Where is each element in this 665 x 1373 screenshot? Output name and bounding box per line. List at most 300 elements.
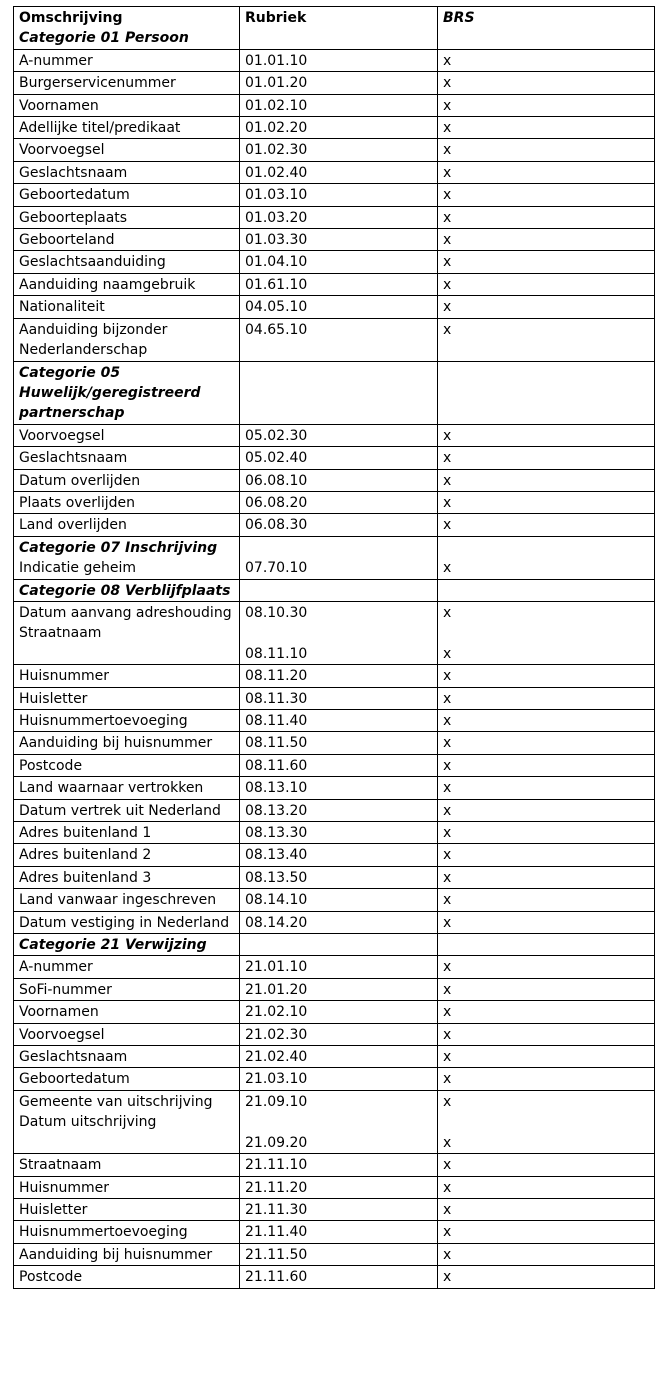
- rubriek-text: 08.13.20: [245, 802, 308, 819]
- rubriek-cell: [240, 72, 438, 94]
- omschrijving-text: Gemeente van uitschrijving: [19, 1093, 213, 1110]
- omschrijving-cell: [14, 1154, 240, 1176]
- rubriek-text: 21.01.10: [245, 959, 308, 976]
- brs-cell: [438, 1154, 655, 1176]
- brs-cell: [438, 579, 655, 601]
- brs-cell: [438, 777, 655, 799]
- omschrijving-text: Datum overlijden: [19, 472, 141, 489]
- rubriek-cell: [240, 491, 438, 513]
- rubriek-text: 01.01.10: [245, 52, 308, 69]
- table-row: [14, 1154, 655, 1176]
- brs-mark: x: [443, 1201, 452, 1218]
- omschrijving-cell: [14, 777, 240, 799]
- rubriek-cell: [240, 934, 438, 956]
- omschrijving-cell: [14, 601, 240, 664]
- brs-mark: x: [443, 494, 452, 511]
- brs-mark: x: [443, 560, 452, 577]
- rubriek-cell: [240, 251, 438, 273]
- brs-mark: x: [443, 75, 452, 92]
- omschrijving-text: Aanduiding naamgebruik: [19, 276, 196, 293]
- omschrijving-text: Land waarnaar vertrokken: [19, 780, 204, 797]
- omschrijving-cell: [14, 117, 240, 139]
- omschrijving-cell: [14, 491, 240, 513]
- header-brs-cell: [438, 7, 655, 50]
- brs-cell: [438, 1221, 655, 1243]
- brs-cell: [438, 911, 655, 933]
- rubriek-text: 01.02.10: [245, 97, 308, 114]
- table-row: [14, 94, 655, 116]
- brs-mark: x: [443, 52, 452, 69]
- omschrijving-cell: [14, 579, 240, 601]
- rubriek-cell: [240, 447, 438, 469]
- table-row: [14, 799, 655, 821]
- brs-mark: x: [443, 712, 452, 729]
- brs-mark: x: [443, 1093, 452, 1110]
- brs-cell: [438, 956, 655, 978]
- omschrijving-text: Geslachtsaanduiding: [19, 254, 166, 271]
- rubriek-text: 04.65.10: [245, 321, 308, 338]
- omschrijving-cell: [14, 911, 240, 933]
- omschrijving-cell: [14, 94, 240, 116]
- brs-cell: [438, 318, 655, 361]
- omschrijving-text: Voornamen: [19, 1004, 99, 1021]
- omschrijving-text: Indicatie geheim: [19, 560, 137, 577]
- omschrijving-text: Burgerservicenummer: [19, 75, 176, 92]
- brs-mark: x: [443, 142, 452, 159]
- rubriek-cell: [240, 665, 438, 687]
- rubriek-cell: [240, 601, 438, 664]
- brs-mark: x: [443, 981, 452, 998]
- omschrijving-cell: [14, 799, 240, 821]
- table-row: [14, 206, 655, 228]
- rubriek-cell: [240, 49, 438, 71]
- rubriek-text: 21.11.10: [245, 1157, 308, 1174]
- omschrijving-text: Land vanwaar ingeschreven: [19, 892, 217, 909]
- brs-mark: x: [443, 735, 452, 752]
- rubriek-text: 21.01.20: [245, 981, 308, 998]
- rubriek-text: 01.02.40: [245, 164, 308, 181]
- brs-cell: [438, 94, 655, 116]
- omschrijving-cell: [14, 1176, 240, 1198]
- table-row: [14, 229, 655, 251]
- brs-cell: [438, 889, 655, 911]
- rubriek-cell: [240, 709, 438, 731]
- rubriek-text: 08.11.40: [245, 712, 308, 729]
- rubriek-text: 01.03.20: [245, 209, 308, 226]
- table-row: [14, 72, 655, 94]
- brs-mark: x: [443, 232, 452, 249]
- brs-mark: x: [443, 450, 452, 467]
- table-row: [14, 49, 655, 71]
- brs-cell: [438, 1176, 655, 1198]
- brs-cell: [438, 709, 655, 731]
- omschrijving-cell: [14, 889, 240, 911]
- rubriek-text: 21.11.60: [245, 1269, 308, 1286]
- table-row: [14, 251, 655, 273]
- rubriek-text: 08.11.10: [245, 645, 308, 662]
- omschrijving-text: Datum uitschrijving: [19, 1114, 157, 1131]
- rubriek-cell: [240, 978, 438, 1000]
- brs-cell: [438, 732, 655, 754]
- omschrijving-cell: [14, 184, 240, 206]
- rubriek-cell: [240, 184, 438, 206]
- omschrijving-cell: [14, 934, 240, 956]
- rubriek-cell: [240, 889, 438, 911]
- rubriek-cell: [240, 229, 438, 251]
- table-row: [14, 161, 655, 183]
- omschrijving-text: Geslachtsnaam: [19, 450, 128, 467]
- rubriek-text: 08.14.10: [245, 892, 308, 909]
- omschrijving-text: Huisletter: [19, 1201, 88, 1218]
- rubriek-cell: [240, 687, 438, 709]
- rubriek-text: 21.11.50: [245, 1246, 308, 1263]
- rubriek-text: 06.08.10: [245, 472, 308, 489]
- table-body: [14, 49, 655, 1288]
- omschrijving-cell: [14, 732, 240, 754]
- omschrijving-cell: [14, 139, 240, 161]
- rubriek-text: 21.03.10: [245, 1071, 308, 1088]
- rubriek-text: 06.08.30: [245, 517, 308, 534]
- category-heading: Categorie 01 Persoon: [19, 30, 189, 47]
- brs-mark: x: [443, 276, 452, 293]
- rubriek-cell: [240, 318, 438, 361]
- omschrijving-cell: [14, 1001, 240, 1023]
- rubriek-text: 08.11.50: [245, 735, 308, 752]
- brs-mark: x: [443, 780, 452, 797]
- brs-cell: [438, 72, 655, 94]
- rubriek-cell: [240, 732, 438, 754]
- omschrijving-cell: [14, 514, 240, 536]
- rubriek-cell: [240, 777, 438, 799]
- rubriek-cell: [240, 1023, 438, 1045]
- rubriek-cell: [240, 94, 438, 116]
- omschrijving-cell: [14, 1046, 240, 1068]
- rubriek-text: 05.02.30: [245, 427, 308, 444]
- rubriek-text: 01.03.10: [245, 187, 308, 204]
- brs-cell: [438, 117, 655, 139]
- table-row: [14, 1221, 655, 1243]
- table-row: [14, 1176, 655, 1198]
- rubriek-cell: [240, 1001, 438, 1023]
- omschrijving-cell: [14, 251, 240, 273]
- brs-mark: x: [443, 164, 452, 181]
- rubriek-text: 07.70.10: [245, 560, 308, 577]
- rubriek-text: 21.02.30: [245, 1026, 308, 1043]
- header-rubriek: Rubriek: [245, 10, 307, 26]
- omschrijving-cell: [14, 72, 240, 94]
- omschrijving-text: Geboorteland: [19, 232, 115, 249]
- omschrijving-text: Huisnummer: [19, 668, 109, 685]
- rubriek-cell: [240, 1068, 438, 1090]
- brs-mark: x: [443, 254, 452, 271]
- table-row: [14, 469, 655, 491]
- omschrijving-text: A-nummer: [19, 52, 93, 69]
- rubriek-text: 08.14.20: [245, 914, 308, 931]
- brs-mark: x: [443, 690, 452, 707]
- omschrijving-cell: [14, 754, 240, 776]
- brs-cell: [438, 978, 655, 1000]
- rubriek-cell: [240, 469, 438, 491]
- omschrijving-text: Datum aanvang adreshouding: [19, 604, 232, 621]
- omschrijving-text: Huisnummer: [19, 1179, 109, 1196]
- rubriek-cell: [240, 514, 438, 536]
- omschrijving-cell: [14, 447, 240, 469]
- brs-mark: x: [443, 472, 452, 489]
- rubriek-text: 01.04.10: [245, 254, 308, 271]
- brs-cell: [438, 1023, 655, 1045]
- brs-mark: x: [443, 869, 452, 886]
- table-row: [14, 117, 655, 139]
- brs-cell: [438, 799, 655, 821]
- brs-cell: [438, 536, 655, 579]
- rubriek-cell: [240, 1046, 438, 1068]
- omschrijving-text: Geboortedatum: [19, 1071, 130, 1088]
- rubriek-text: 01.02.30: [245, 142, 308, 159]
- omschrijving-text: Postcode: [19, 757, 83, 774]
- rubrieken-table: [13, 6, 655, 1289]
- brs-cell: [438, 601, 655, 664]
- omschrijving-text: Geboorteplaats: [19, 209, 128, 226]
- category-row: [14, 361, 655, 424]
- rubriek-text: 08.11.30: [245, 690, 308, 707]
- brs-mark: x: [443, 825, 452, 842]
- omschrijving-text: Land overlijden: [19, 517, 127, 534]
- brs-cell: [438, 251, 655, 273]
- category-row: [14, 579, 655, 601]
- omschrijving-text: Nationaliteit: [19, 299, 105, 316]
- rubriek-text: 01.01.20: [245, 75, 308, 92]
- omschrijving-cell: [14, 49, 240, 71]
- omschrijving-cell: [14, 665, 240, 687]
- omschrijving-text: Straatnaam: [19, 1157, 102, 1174]
- brs-mark: x: [443, 1269, 452, 1286]
- brs-mark: x: [443, 892, 452, 909]
- omschrijving-text: Geslachtsnaam: [19, 164, 128, 181]
- table-row: [14, 866, 655, 888]
- category-heading: Categorie 07 Inschrijving: [19, 539, 218, 556]
- table-row: [14, 687, 655, 709]
- rubriek-cell: [240, 866, 438, 888]
- rubriek-cell: [240, 1090, 438, 1153]
- rubriek-text: 21.11.30: [245, 1201, 308, 1218]
- rubriek-cell: [240, 161, 438, 183]
- rubriek-cell: [240, 1198, 438, 1220]
- rubriek-text: 08.13.30: [245, 825, 308, 842]
- rubriek-cell: [240, 117, 438, 139]
- rubriek-cell: [240, 1154, 438, 1176]
- brs-mark: x: [443, 1134, 452, 1151]
- rubriek-text: 05.02.40: [245, 450, 308, 467]
- brs-mark: x: [443, 120, 452, 137]
- omschrijving-text: Voorvoegsel: [19, 142, 105, 159]
- table-row: [14, 956, 655, 978]
- omschrijving-cell: [14, 296, 240, 318]
- brs-cell: [438, 447, 655, 469]
- omschrijving-cell: [14, 1068, 240, 1090]
- omschrijving-cell: [14, 709, 240, 731]
- table-row: [14, 911, 655, 933]
- brs-cell: [438, 665, 655, 687]
- brs-cell: [438, 1090, 655, 1153]
- rubriek-cell: [240, 799, 438, 821]
- table-row: [14, 273, 655, 295]
- brs-mark: x: [443, 802, 452, 819]
- rubriek-text: 21.11.20: [245, 1179, 308, 1196]
- brs-cell: [438, 866, 655, 888]
- brs-cell: [438, 139, 655, 161]
- category-heading: Categorie 08 Verblijfplaats: [19, 582, 231, 599]
- table-row: [14, 732, 655, 754]
- header-omschrijving-cell: [14, 7, 240, 50]
- omschrijving-text: Voorvoegsel: [19, 1026, 105, 1043]
- table-row: [14, 889, 655, 911]
- brs-cell: [438, 361, 655, 424]
- header-rubriek-cell: [240, 7, 438, 50]
- brs-mark: x: [443, 1004, 452, 1021]
- header-omschrijving: Omschrijving: [19, 10, 123, 26]
- rubriek-text: 21.02.40: [245, 1049, 308, 1066]
- omschrijving-text: Geslachtsnaam: [19, 1049, 128, 1066]
- brs-mark: x: [443, 1049, 452, 1066]
- rubriek-cell: [240, 1221, 438, 1243]
- brs-mark: x: [443, 645, 452, 662]
- rubriek-cell: [240, 822, 438, 844]
- omschrijving-cell: [14, 161, 240, 183]
- rubriek-text: 01.61.10: [245, 276, 308, 293]
- rubriek-cell: [240, 536, 438, 579]
- table-row: [14, 1090, 655, 1153]
- omschrijving-cell: [14, 1243, 240, 1265]
- omschrijving-cell: [14, 1023, 240, 1045]
- omschrijving-cell: [14, 1221, 240, 1243]
- table-row: [14, 844, 655, 866]
- omschrijving-cell: [14, 273, 240, 295]
- omschrijving-text: SoFi-nummer: [19, 981, 112, 998]
- rubriek-text: 01.02.20: [245, 120, 308, 137]
- rubriek-cell: [240, 1243, 438, 1265]
- table-row: [14, 424, 655, 446]
- brs-mark: x: [443, 1071, 452, 1088]
- brs-mark: x: [443, 187, 452, 204]
- brs-cell: [438, 273, 655, 295]
- table-row: [14, 1001, 655, 1023]
- omschrijving-cell: [14, 866, 240, 888]
- table-row: [14, 777, 655, 799]
- brs-mark: x: [443, 959, 452, 976]
- rubriek-cell: [240, 754, 438, 776]
- brs-cell: [438, 1198, 655, 1220]
- rubriek-text: 08.11.20: [245, 668, 308, 685]
- brs-cell: [438, 161, 655, 183]
- omschrijving-cell: [14, 1090, 240, 1153]
- rubriek-cell: [240, 296, 438, 318]
- rubriek-cell: [240, 273, 438, 295]
- brs-cell: [438, 1243, 655, 1265]
- omschrijving-text: Straatnaam: [19, 625, 102, 642]
- rubriek-text: 08.13.40: [245, 847, 308, 864]
- table-row: [14, 822, 655, 844]
- brs-mark: x: [443, 97, 452, 114]
- rubriek-cell: [240, 844, 438, 866]
- brs-cell: [438, 469, 655, 491]
- brs-cell: [438, 514, 655, 536]
- omschrijving-cell: [14, 424, 240, 446]
- brs-cell: [438, 49, 655, 71]
- omschrijving-cell: [14, 844, 240, 866]
- brs-mark: x: [443, 604, 452, 621]
- omschrijving-text: Datum vertrek uit Nederland: [19, 802, 221, 819]
- rubriek-text: 06.08.20: [245, 494, 308, 511]
- table-row: [14, 139, 655, 161]
- header-brs: BRS: [443, 10, 475, 26]
- omschrijving-cell: [14, 361, 240, 424]
- rubriek-cell: [240, 139, 438, 161]
- brs-cell: [438, 1266, 655, 1288]
- brs-mark: x: [443, 1026, 452, 1043]
- table-row: [14, 1266, 655, 1288]
- table-row: [14, 1046, 655, 1068]
- omschrijving-text: Voorvoegsel: [19, 427, 105, 444]
- brs-mark: x: [443, 668, 452, 685]
- omschrijving-cell: [14, 318, 240, 361]
- category-row: [14, 934, 655, 956]
- omschrijving-text: Huisletter: [19, 690, 88, 707]
- omschrijving-cell: [14, 206, 240, 228]
- brs-mark: x: [443, 1157, 452, 1174]
- rubriek-text: 08.13.10: [245, 780, 308, 797]
- rubriek-text: 01.03.30: [245, 232, 308, 249]
- table-row: [14, 491, 655, 513]
- brs-cell: [438, 844, 655, 866]
- brs-mark: x: [443, 757, 452, 774]
- omschrijving-text: A-nummer: [19, 959, 93, 976]
- brs-mark: x: [443, 299, 452, 316]
- omschrijving-cell: [14, 1198, 240, 1220]
- rubriek-text: 08.13.50: [245, 869, 308, 886]
- header-row: [14, 7, 655, 50]
- rubriek-cell: [240, 361, 438, 424]
- brs-mark: x: [443, 321, 452, 338]
- omschrijving-cell: [14, 229, 240, 251]
- brs-cell: [438, 754, 655, 776]
- omschrijving-text: Aanduiding bijzonder Nederlanderschap: [19, 321, 168, 359]
- brs-cell: [438, 229, 655, 251]
- brs-cell: [438, 934, 655, 956]
- brs-cell: [438, 184, 655, 206]
- table-row: [14, 514, 655, 536]
- omschrijving-text: Adres buitenland 1: [19, 825, 152, 842]
- brs-cell: [438, 687, 655, 709]
- category-heading: Categorie 21 Verwijzing: [19, 937, 207, 954]
- omschrijving-cell: [14, 822, 240, 844]
- omschrijving-cell: [14, 687, 240, 709]
- omschrijving-text: Voornamen: [19, 97, 99, 114]
- brs-mark: x: [443, 914, 452, 931]
- table-row: [14, 1243, 655, 1265]
- rubriek-text: 08.11.60: [245, 757, 308, 774]
- brs-cell: [438, 1001, 655, 1023]
- rubriek-text: 21.11.40: [245, 1224, 308, 1241]
- rubriek-text: 21.09.10: [245, 1093, 308, 1110]
- omschrijving-cell: [14, 536, 240, 579]
- rubriek-text: 21.09.20: [245, 1134, 308, 1151]
- table-row: [14, 1023, 655, 1045]
- brs-mark: x: [443, 517, 452, 534]
- rubriek-text: 08.10.30: [245, 604, 308, 621]
- omschrijving-text: Huisnummertoevoeging: [19, 712, 188, 729]
- brs-cell: [438, 296, 655, 318]
- omschrijving-text: Plaats overlijden: [19, 494, 135, 511]
